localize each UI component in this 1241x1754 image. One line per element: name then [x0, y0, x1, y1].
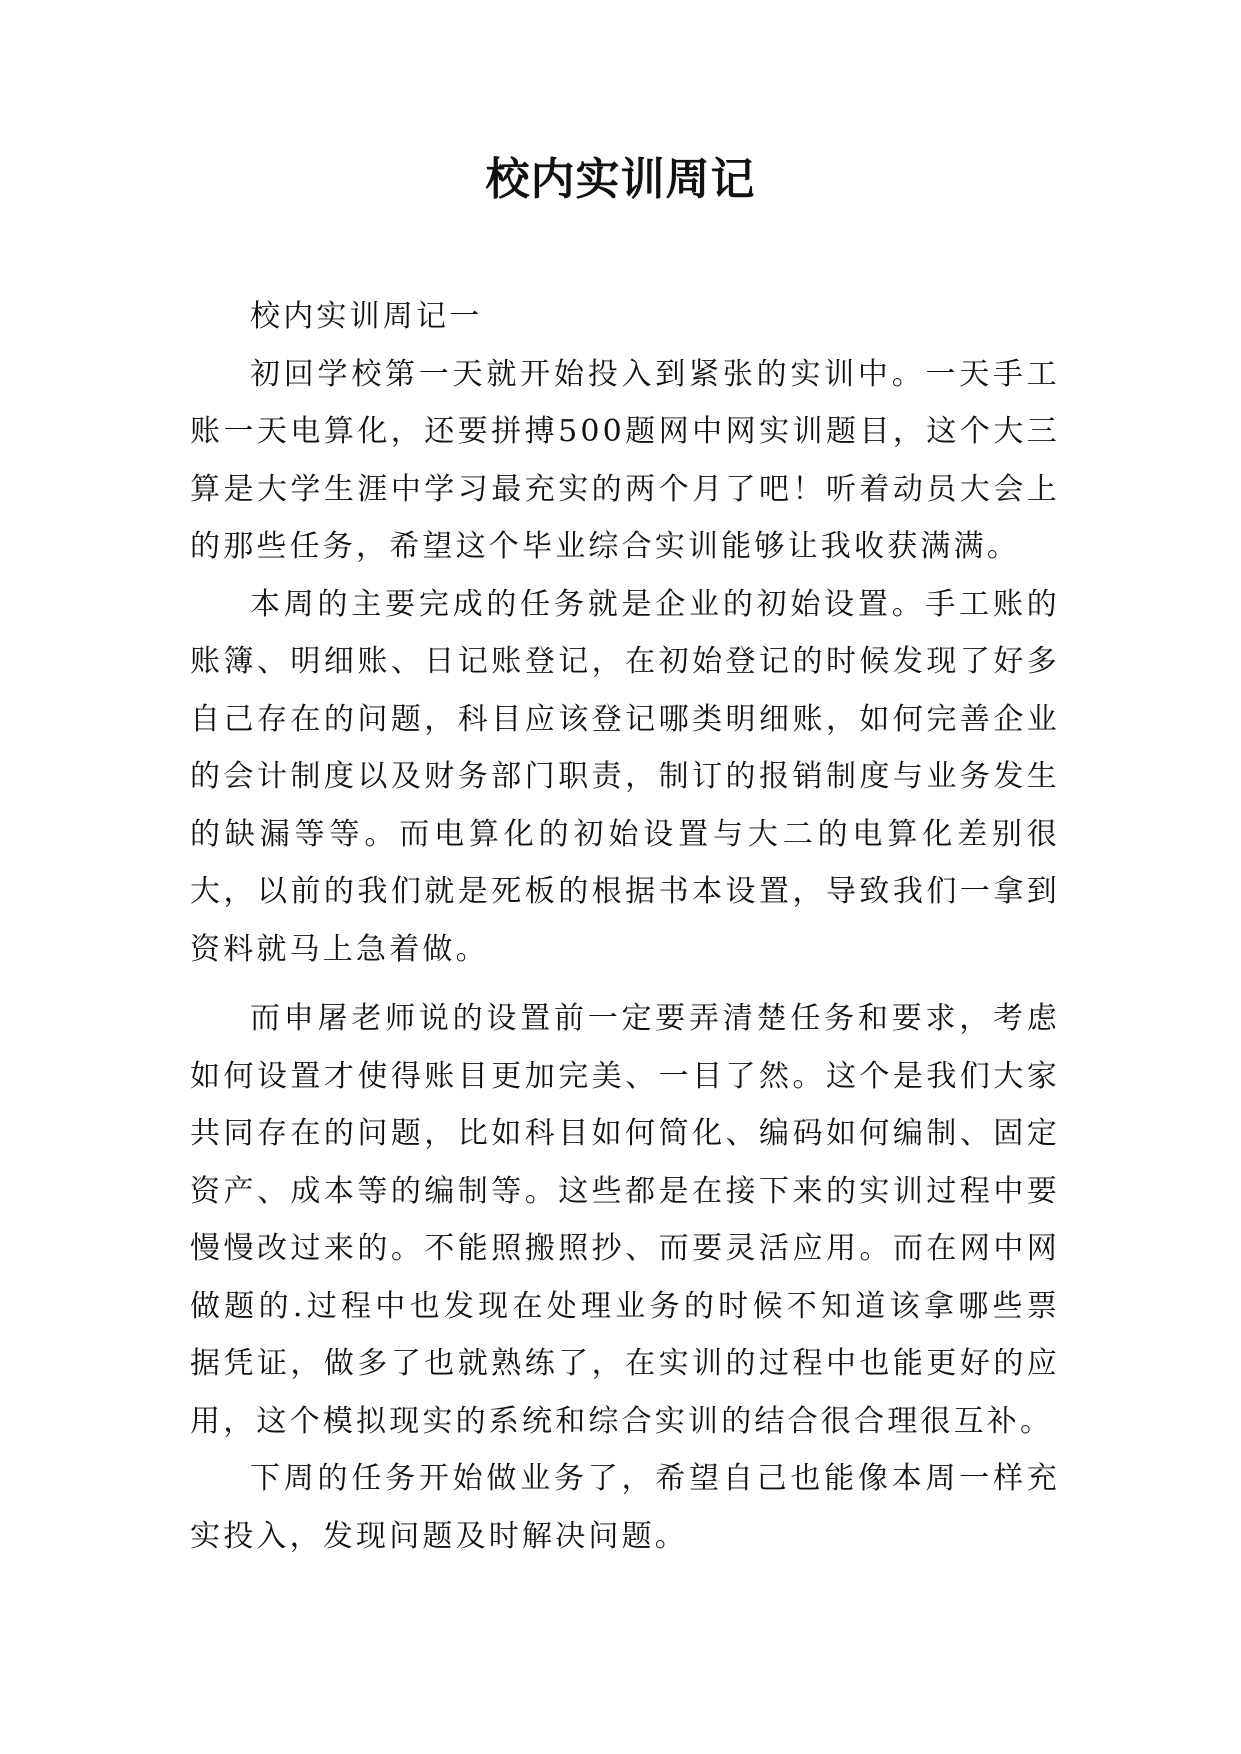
- paragraph-1: 初回学校第一天就开始投入到紧张的实训中。一天手工账一天电算化，还要拼搏500题网中网实训题目，这个大三算是大学生涯中学习最充实的两个月了吧！听着动员大会上的那些任务，希望这个毕业综合实训能够让我收获满满。: [190, 356, 1060, 564]
- section-subheading: 校内实训周记一: [250, 299, 483, 334]
- document-body: [190, 288, 1060, 1565]
- paragraph-4: 下周的任务开始做业务了，希望自己也能像本周一样充实投入，发现问题及时解决问题。: [190, 1461, 1060, 1554]
- document-title: 校内实训周记: [485, 154, 756, 205]
- paragraph-spacer: [190, 978, 1060, 990]
- paragraph-2: 本周的主要完成的任务就是企业的初始设置。手工账的账簿、明细账、日记账登记，在初始登记的时候发现了好多自己存在的问题，科目应该登记哪类明细账，如何完善企业的会计制度以及财务部门职责，制订的报销制度与业务发生的缺漏等等。而电算化的初始设置与大二的电算化差别很大，以前的我们就是死板的根据书本设置，导致我们一拿到资料就马上急着做。: [190, 586, 1060, 967]
- paragraph-3: 而申屠老师说的设置前一定要弄清楚任务和要求，考虑如何设置才使得账目更加完美、一目了然。这个是我们大家共同存在的问题，比如科目如何简化、编码如何编制、固定资产、成本等的编制等。这些都是在接下来的实训过程中要慢慢改过来的。不能照搬照抄、而要灵活应用。而在网中网做题的.过程中也发现在处理业务的时候不知道该拿哪些票据凭证，做多了也就熟练了，在实训的过程中也能更好的应用，这个模拟现实的系统和综合实训的结合很合理很互补。: [190, 1001, 1060, 1439]
